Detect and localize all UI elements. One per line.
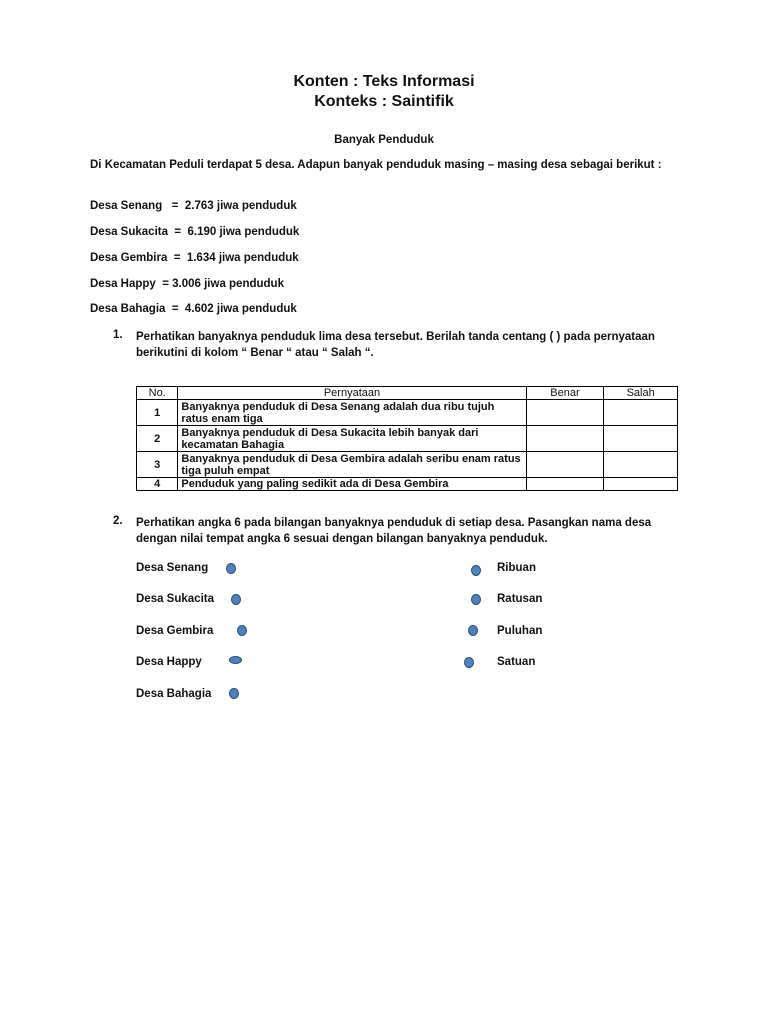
match-left-senang: Desa Senang [136, 562, 209, 574]
row-number: 3 [137, 452, 178, 478]
salah-checkbox-cell[interactable] [604, 452, 678, 478]
village-line-happy: Desa Happy = 3.006 jiwa penduduk [90, 278, 284, 290]
context-title: Konteks : Saintifik [314, 93, 454, 110]
statement-table [136, 386, 678, 491]
village-line-bahagia: Desa Bahagia = 4.602 jiwa penduduk [90, 303, 297, 315]
benar-checkbox-cell[interactable] [526, 426, 604, 452]
table-header-row [137, 387, 678, 400]
row-statement: Banyaknya penduduk di Desa Sukacita lebih banyak dari kecamatan Bahagia [178, 426, 526, 452]
match-left-gembira: Desa Gembira [136, 625, 214, 637]
salah-checkbox-cell[interactable] [604, 426, 678, 452]
match-dot-left[interactable] [229, 688, 239, 699]
benar-checkbox-cell[interactable] [526, 452, 604, 478]
match-right-ratusan: Ratusan [497, 593, 543, 605]
header-benar: Benar [526, 387, 604, 400]
row-statement: Banyaknya penduduk di Desa Senang adalah dua ribu tujuh ratus enam tiga [178, 400, 526, 426]
header-salah: Salah [604, 387, 678, 400]
match-left-happy: Desa Happy [136, 656, 202, 668]
table-row [137, 426, 678, 452]
table-row [137, 400, 678, 426]
salah-checkbox-cell[interactable] [604, 400, 678, 426]
match-dot-left[interactable] [237, 625, 247, 636]
header-statement: Pernyataan [178, 387, 526, 400]
row-number: 2 [137, 426, 178, 452]
question-2-number: 2. [113, 515, 123, 527]
match-dot-right[interactable] [468, 625, 478, 636]
table-row [137, 452, 678, 478]
row-statement: Banyaknya penduduk di Desa Gembira adalah seribu enam ratus tiga puluh empat [178, 452, 526, 478]
village-line-senang: Desa Senang = 2.763 jiwa penduduk [90, 200, 297, 212]
match-dot-left[interactable] [229, 656, 242, 664]
benar-checkbox-cell[interactable] [526, 400, 604, 426]
section-title: Banyak Penduduk [334, 134, 434, 146]
match-left-sukacita: Desa Sukacita [136, 593, 214, 605]
match-dot-right[interactable] [471, 594, 481, 605]
question-1-text: Perhatikan banyaknya penduduk lima desa tersebut. Berilah tanda centang ( ) pada pernyataan berikutini di kolom “ Benar “ atau “ Salah “. [136, 331, 655, 359]
row-number: 1 [137, 400, 178, 426]
intro-paragraph: Di Kecamatan Peduli terdapat 5 desa. Adapun banyak penduduk masing – masing desa sebagai berikut : [90, 159, 662, 171]
row-number: 4 [137, 478, 178, 491]
question-1-number: 1. [113, 329, 123, 341]
match-right-puluhan: Puluhan [497, 625, 543, 637]
village-line-gembira: Desa Gembira = 1.634 jiwa penduduk [90, 252, 299, 264]
match-dot-left[interactable] [226, 563, 236, 574]
benar-checkbox-cell[interactable] [526, 478, 604, 491]
row-statement: Penduduk yang paling sedikit ada di Desa Gembira [178, 478, 526, 491]
match-dot-left[interactable] [231, 594, 241, 605]
village-line-sukacita: Desa Sukacita = 6.190 jiwa penduduk [90, 226, 300, 238]
question-2-text: Perhatikan angka 6 pada bilangan banyaknya penduduk di setiap desa. Pasangkan nama desa dengan nilai tempat angka 6 sesuai dengan bilangan banyaknya penduduk. [136, 517, 652, 545]
match-dot-right[interactable] [471, 565, 481, 576]
content-title: Konten : Teks Informasi [293, 73, 475, 90]
header-no: No. [137, 387, 178, 400]
match-dot-right[interactable] [464, 657, 474, 668]
match-right-satuan: Satuan [497, 656, 536, 668]
table-row [137, 478, 678, 491]
match-left-bahagia: Desa Bahagia [136, 688, 212, 700]
match-right-ribuan: Ribuan [497, 562, 536, 574]
salah-checkbox-cell[interactable] [604, 478, 678, 491]
